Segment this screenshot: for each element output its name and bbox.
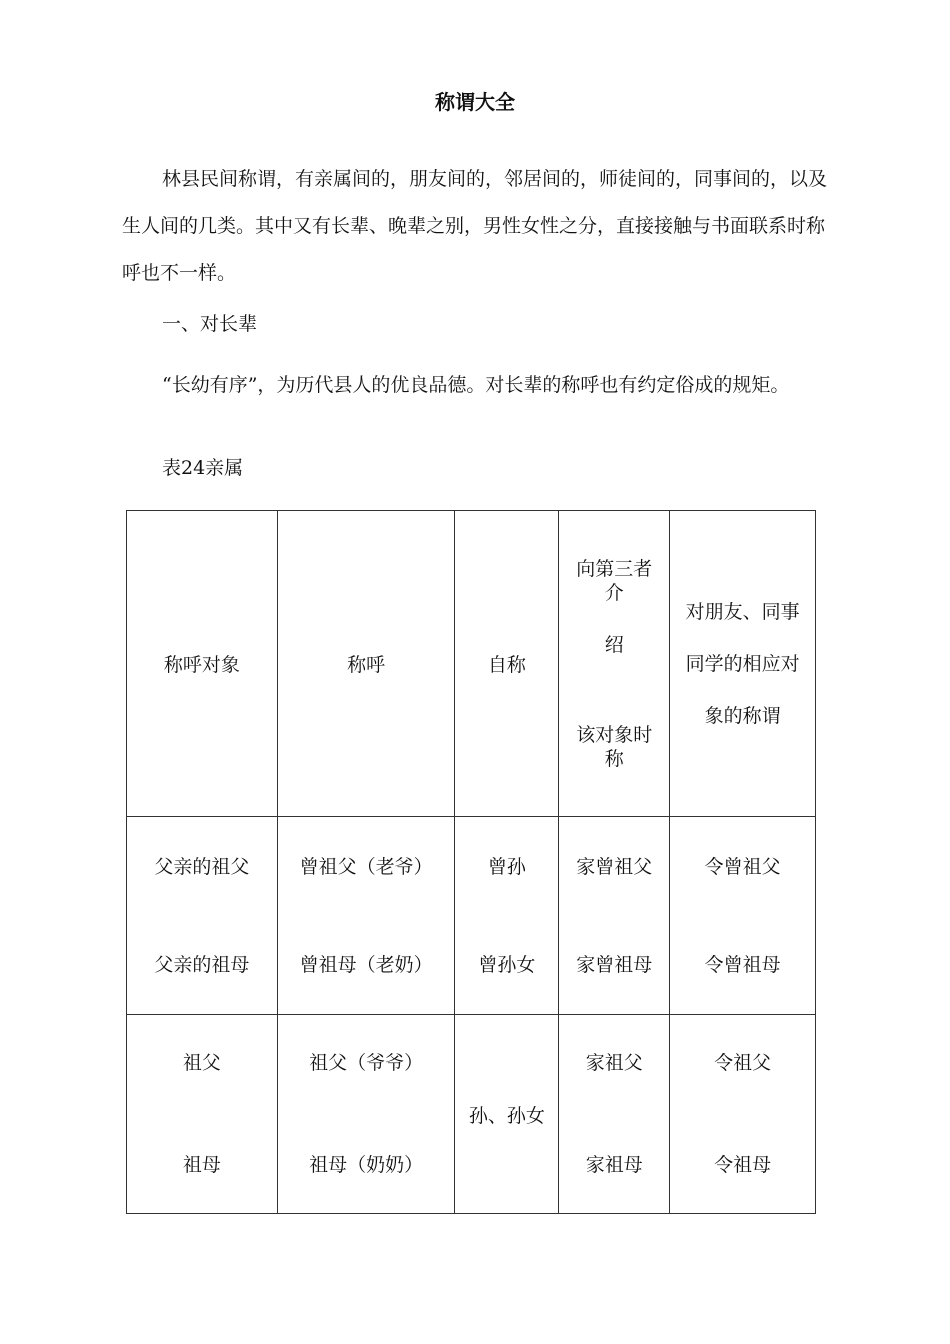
intro-paragraph: 林县民间称谓，有亲属间的，朋友间的，邻居间的，师徒间的，同事间的，以及生人间的几类。其中又有长辈、晚辈之别，男性女性之分，直接接触与书面联系时称呼也不一样。	[122, 168, 828, 284]
table-header-row	[127, 511, 816, 817]
table-row	[127, 1015, 816, 1214]
cell-line: 令曾祖母	[704, 953, 781, 976]
cell-line: 曾祖父（老爷）	[299, 855, 433, 878]
header-introduce-line: 称	[604, 747, 624, 770]
cell-line: 家祖父	[585, 1052, 643, 1074]
cell-line: 祖母（奶奶）	[309, 1154, 424, 1176]
cell-line: 祖父（爷爷）	[309, 1052, 424, 1074]
header-object: 称呼对象	[127, 511, 278, 817]
cell-line: 家曾祖父	[576, 855, 653, 878]
cell-line: 曾孙	[487, 855, 526, 878]
section-paragraph: “长幼有序”，为历代县人的优良品德。对长辈的称呼也有约定俗成的规矩。	[162, 374, 790, 396]
document-title: 称谓大全	[435, 90, 515, 114]
cell-line: 父亲的祖父	[154, 855, 250, 878]
header-polite	[670, 511, 816, 817]
cell-line: 家曾祖母	[576, 953, 653, 976]
header-polite-line: 象的称谓	[704, 704, 781, 727]
cell-polite	[670, 1015, 816, 1214]
header-address: 称呼	[277, 511, 455, 817]
cell-line: 令祖父	[714, 1052, 772, 1074]
kinship-table	[126, 510, 816, 1214]
cell-self: 孙、孙女	[455, 1015, 559, 1214]
cell-polite	[670, 817, 816, 1015]
header-polite-line: 对朋友、同事	[685, 600, 800, 623]
cell-line: 令曾祖父	[704, 855, 781, 878]
cell-introduce	[559, 1015, 670, 1214]
cell-introduce	[559, 817, 670, 1015]
header-introduce-line: 绍	[604, 633, 624, 656]
header-introduce-line: 向第三者	[576, 557, 653, 580]
cell-line: 家祖母	[585, 1154, 643, 1176]
cell-line: 父亲的祖母	[154, 953, 250, 976]
cell-address	[277, 817, 455, 1015]
cell-line: 祖母	[182, 1154, 221, 1176]
cell-line: 令祖母	[714, 1154, 772, 1176]
header-introduce-line: 该对象时	[576, 723, 653, 746]
cell-object	[127, 817, 278, 1015]
table-caption: 表24亲属	[162, 457, 244, 479]
cell-self	[455, 817, 559, 1015]
table-row	[127, 817, 816, 1015]
section-heading: 一、对长辈	[162, 313, 258, 335]
header-self: 自称	[455, 511, 559, 817]
cell-line: 祖父	[182, 1052, 221, 1074]
header-introduce	[559, 511, 670, 817]
cell-object	[127, 1015, 278, 1214]
cell-line: 曾孙女	[478, 953, 536, 976]
header-polite-line: 同学的相应对	[685, 652, 800, 675]
cell-address	[277, 1015, 455, 1214]
header-introduce-line: 介	[604, 581, 624, 604]
cell-line: 曾祖母（老奶）	[299, 953, 433, 976]
